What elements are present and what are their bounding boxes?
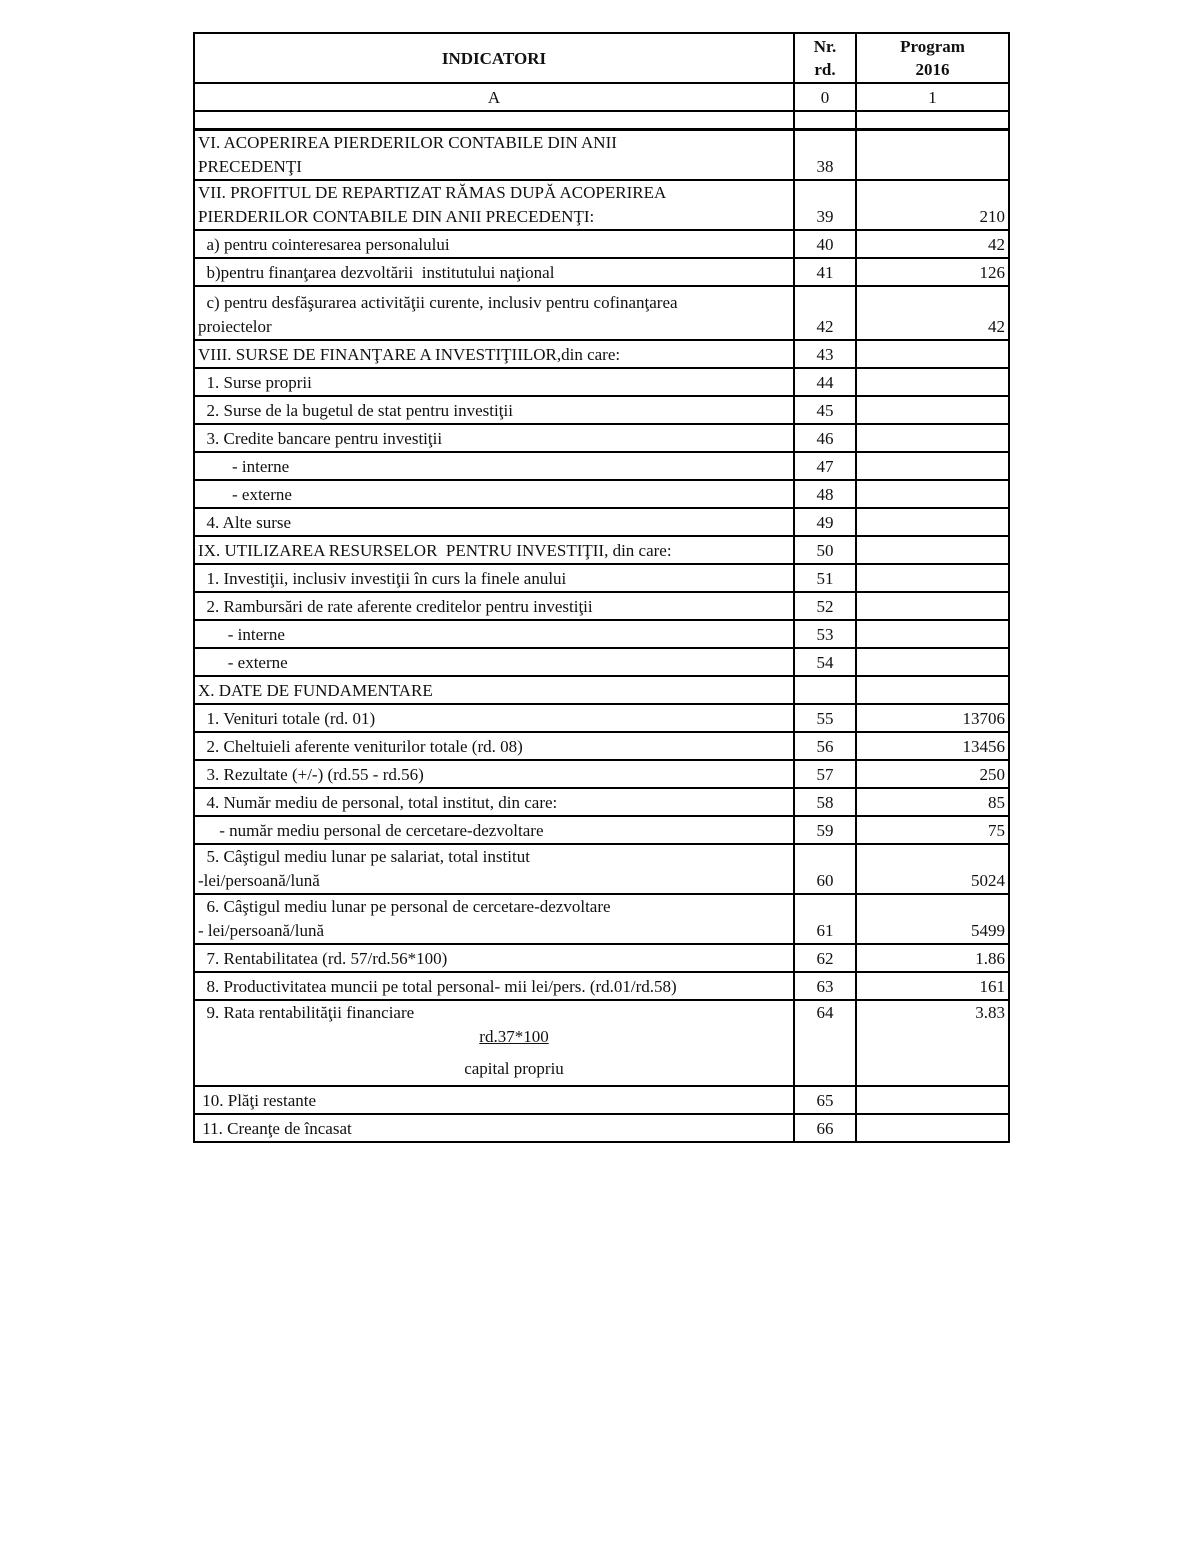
indicator-label: 6. Câştigul mediu lunar pe personal de cercetare-dezvoltare - lei/persoană/lună [194, 894, 794, 944]
header-indicatori: INDICATORI [194, 33, 794, 83]
program-value: 85 [856, 788, 1009, 816]
row-number: 49 [794, 508, 856, 536]
table-row [194, 760, 1009, 788]
row-number: 58 [794, 788, 856, 816]
indicator-label-text: 9. Rata rentabilităţii financiare [198, 1003, 415, 1022]
row-number: 57 [794, 760, 856, 788]
program-value [856, 592, 1009, 620]
program-value: 75 [856, 816, 1009, 844]
indicator-label: a) pentru cointeresarea personalului [194, 230, 794, 258]
table-row [194, 130, 1009, 181]
row-number: 60 [794, 844, 856, 894]
indicator-label: 11. Creanţe de încasat [194, 1114, 794, 1142]
row-number: 48 [794, 480, 856, 508]
spacer-row [194, 111, 1009, 130]
table-row [194, 1000, 1009, 1086]
table-row [194, 1086, 1009, 1114]
indicator-label: 4. Alte surse [194, 508, 794, 536]
subheader-0: 0 [794, 83, 856, 111]
indicator-label: c) pentru desfăşurarea activităţii curente, inclusiv pentru cofinanţarea proiectelor [194, 286, 794, 340]
row-number: 64 [794, 1000, 856, 1086]
indicator-label: 1. Venituri totale (rd. 01) [194, 704, 794, 732]
table-row [194, 564, 1009, 592]
row-number: 52 [794, 592, 856, 620]
program-value [856, 1086, 1009, 1114]
program-value: 13706 [856, 704, 1009, 732]
row-number: 41 [794, 258, 856, 286]
table-row [194, 704, 1009, 732]
indicator-label: VII. PROFITUL DE REPARTIZAT RĂMAS DUPĂ ACOPERIREA PIERDERILOR CONTABILE DIN ANII PRECEDENŢI: [194, 180, 794, 230]
indicator-label: 8. Productivitatea muncii pe total personal- mii lei/pers. (rd.01/rd.58) [194, 972, 794, 1000]
subheader-1: 1 [856, 83, 1009, 111]
program-value: 42 [856, 286, 1009, 340]
fraction-numerator: rd.37*100 [479, 1027, 549, 1046]
indicator-label: X. DATE DE FUNDAMENTARE [194, 676, 794, 704]
program-value [856, 480, 1009, 508]
program-value [856, 1114, 1009, 1142]
indicator-label: - externe [194, 480, 794, 508]
header-program [856, 33, 1009, 83]
row-number: 50 [794, 536, 856, 564]
indicator-label: 2. Cheltuieli aferente veniturilor totale (rd. 08) [194, 732, 794, 760]
row-number: 53 [794, 620, 856, 648]
table-row [194, 648, 1009, 676]
table-row [194, 894, 1009, 944]
table-row [194, 816, 1009, 844]
row-number: 66 [794, 1114, 856, 1142]
program-value: 161 [856, 972, 1009, 1000]
table-row [194, 1114, 1009, 1142]
program-value: 42 [856, 230, 1009, 258]
indicator-label: - externe [194, 648, 794, 676]
table-row [194, 620, 1009, 648]
indicator-rows [194, 130, 1009, 1143]
row-number: 47 [794, 452, 856, 480]
table-row [194, 286, 1009, 340]
program-value [856, 368, 1009, 396]
spacer-cell [794, 111, 856, 130]
table-row [194, 180, 1009, 230]
program-value [856, 340, 1009, 368]
program-value [856, 676, 1009, 704]
indicator-label: 2. Surse de la bugetul de stat pentru investiţii [194, 396, 794, 424]
indicator-label: 1. Investiţii, inclusiv investiţii în curs la finele anului [194, 564, 794, 592]
indicator-label: - interne [194, 452, 794, 480]
indicator-label: 5. Câştigul mediu lunar pe salariat, total institut -lei/persoană/lună [194, 844, 794, 894]
table-row [194, 508, 1009, 536]
table-row [194, 944, 1009, 972]
row-number: 38 [794, 130, 856, 181]
program-value [856, 452, 1009, 480]
header-nr-line2: rd. [814, 60, 836, 79]
program-value [856, 508, 1009, 536]
table-row [194, 732, 1009, 760]
row-number: 55 [794, 704, 856, 732]
program-value [856, 424, 1009, 452]
indicator-label: - interne [194, 620, 794, 648]
table-row [194, 788, 1009, 816]
table-row [194, 368, 1009, 396]
row-number: 45 [794, 396, 856, 424]
program-value: 3.83 [856, 1000, 1009, 1086]
indicator-label: VIII. SURSE DE FINANŢARE A INVESTIŢIILOR,din care: [194, 340, 794, 368]
indicator-label: 7. Rentabilitatea (rd. 57/rd.56*100) [194, 944, 794, 972]
table-row [194, 592, 1009, 620]
indicator-label: - număr mediu personal de cercetare-dezvoltare [194, 816, 794, 844]
program-value: 210 [856, 180, 1009, 230]
row-number: 62 [794, 944, 856, 972]
indicator-label [194, 1000, 794, 1086]
indicator-label: 4. Număr mediu de personal, total institut, din care: [194, 788, 794, 816]
table-row [194, 676, 1009, 704]
indicator-label: 3. Credite bancare pentru investiţii [194, 424, 794, 452]
row-number: 61 [794, 894, 856, 944]
program-value: 5499 [856, 894, 1009, 944]
row-number: 44 [794, 368, 856, 396]
program-value [856, 648, 1009, 676]
row-number: 56 [794, 732, 856, 760]
program-value: 1.86 [856, 944, 1009, 972]
row-number: 42 [794, 286, 856, 340]
row-number: 43 [794, 340, 856, 368]
table-row [194, 452, 1009, 480]
header-nr-rd [794, 33, 856, 83]
indicator-label: 2. Rambursări de rate aferente creditelor pentru investiţii [194, 592, 794, 620]
row-number: 63 [794, 972, 856, 1000]
program-value: 13456 [856, 732, 1009, 760]
indicator-label: VI. ACOPERIREA PIERDERILOR CONTABILE DIN ANII PRECEDENŢI [194, 130, 794, 181]
subheader-a: A [194, 83, 794, 111]
row-number: 40 [794, 230, 856, 258]
table-row [194, 844, 1009, 894]
indicators-table [193, 32, 1010, 1143]
row-number: 46 [794, 424, 856, 452]
table-row [194, 972, 1009, 1000]
indicator-label: b)pentru finanţarea dezvoltării institutului naţional [194, 258, 794, 286]
subheader-row [194, 83, 1009, 111]
program-value [856, 396, 1009, 424]
table-row [194, 258, 1009, 286]
table-row [194, 396, 1009, 424]
row-number: 54 [794, 648, 856, 676]
header-row [194, 33, 1009, 83]
header-program-line1: Program [900, 37, 965, 56]
row-number: 39 [794, 180, 856, 230]
row-number [794, 676, 856, 704]
table-row [194, 536, 1009, 564]
header-program-line2: 2016 [915, 60, 950, 79]
program-value: 5024 [856, 844, 1009, 894]
indicator-label: IX. UTILIZAREA RESURSELOR PENTRU INVESTIŢII, din care: [194, 536, 794, 564]
indicator-label: 1. Surse proprii [194, 368, 794, 396]
indicator-label: 3. Rezultate (+/-) (rd.55 - rd.56) [194, 760, 794, 788]
row-number: 51 [794, 564, 856, 592]
row-number: 59 [794, 816, 856, 844]
header-nr-line1: Nr. [813, 37, 837, 56]
table-row [194, 424, 1009, 452]
program-value [856, 620, 1009, 648]
fraction-denominator: capital propriu [464, 1059, 564, 1078]
program-value: 126 [856, 258, 1009, 286]
program-value [856, 536, 1009, 564]
indicator-sheet [193, 32, 1008, 1143]
table-row [194, 340, 1009, 368]
table-row [194, 480, 1009, 508]
row-number: 65 [794, 1086, 856, 1114]
program-value [856, 564, 1009, 592]
spacer-cell [194, 111, 794, 130]
indicator-label: 10. Plăţi restante [194, 1086, 794, 1114]
spacer-cell [856, 111, 1009, 130]
table-row [194, 230, 1009, 258]
program-value: 250 [856, 760, 1009, 788]
program-value [856, 130, 1009, 181]
